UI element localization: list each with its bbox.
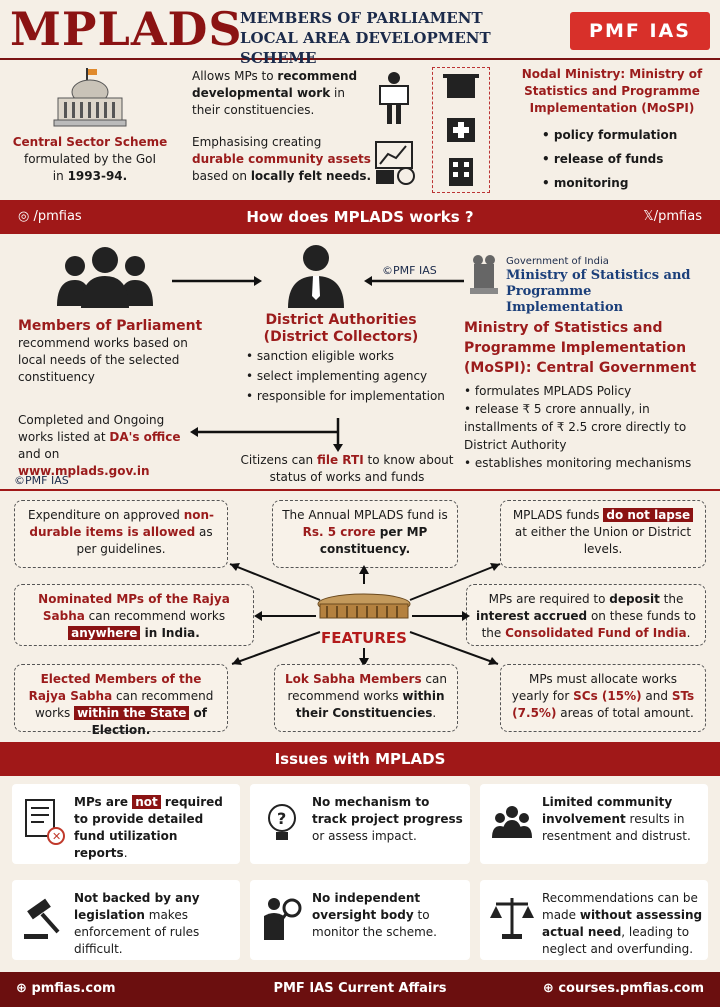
f3-c: at either the Union or District levels. <box>514 525 692 556</box>
i3-a: Limited community involvement <box>542 795 673 826</box>
svg-text:?: ? <box>277 809 287 828</box>
assets-icons-box <box>432 67 490 193</box>
ministry-item: • release ₹ 5 crore annually, in installments of ₹ 2.5 crore directly to District Authority <box>464 400 710 454</box>
rti-c: to know about status of works and funds <box>269 453 454 484</box>
header <box>0 0 720 67</box>
f2-b: Rs. 5 crore <box>302 525 376 539</box>
community-icon <box>490 798 534 846</box>
issue-card <box>480 784 708 864</box>
allows-b: recommend developmental work <box>192 69 358 100</box>
completed-works <box>18 412 193 480</box>
f1-b: non-durable items is allowed <box>29 508 214 539</box>
mp-desc: recommend works based on local needs of the selected constituency <box>18 336 188 384</box>
parliament-icon <box>50 68 130 130</box>
f3-a: MPLADS funds <box>512 508 604 522</box>
x-handle-text: /pmfias <box>653 209 702 224</box>
issue-card <box>250 880 470 960</box>
svg-text:✕: ✕ <box>52 830 62 843</box>
ministry-item: • formulates MPLADS Policy <box>464 382 710 400</box>
i6-a: Recommendations can be made <box>542 891 698 922</box>
i2-a: No mechanism to track project progress <box>312 795 463 826</box>
da-title: District Authorities <box>265 312 417 328</box>
emph-c: based on <box>192 169 251 183</box>
emblem-icon <box>466 250 502 300</box>
group-people-icon <box>55 246 155 308</box>
mplads-website-link[interactable]: www.mplads.gov.in <box>18 464 150 478</box>
emphasising-text <box>192 134 372 185</box>
how-works-bar <box>0 200 720 234</box>
i6-b: without assessing actual need <box>542 908 703 939</box>
i6-c: , leading to neglect and overfunding. <box>542 925 694 956</box>
watermark-2: ©PMF IAS <box>14 474 69 487</box>
issues-title: Issues with MPLADS <box>274 750 446 768</box>
f4-c: anywhere <box>68 626 140 640</box>
f5-f: Consolidated Fund of India <box>505 626 687 640</box>
da-item: • select implementing agency <box>246 366 446 386</box>
features-arrows <box>0 560 720 670</box>
f8-b: SCs (15%) <box>573 689 642 703</box>
completed-b: DA's office <box>109 430 181 444</box>
f8-d: STs (7.5%) <box>512 689 695 720</box>
i1-c: required to provide detailed fund utilization <box>74 795 223 843</box>
official-icon <box>286 242 346 308</box>
central-scheme-title: Central Sector Scheme <box>12 135 168 149</box>
f3-b: do not lapse <box>603 508 693 522</box>
f1-c: as per guidelines. <box>76 525 213 556</box>
f5-c: the <box>659 592 684 606</box>
f8-c: and <box>641 689 672 703</box>
instagram-handle-text: /pmfias <box>33 209 82 224</box>
magnifier-person-icon <box>260 894 304 942</box>
feature-card <box>500 500 706 568</box>
issue-card: ✕ MPs are not required to provide detailed fund utilization reports. <box>12 784 240 864</box>
f4-b: can recommend works <box>84 609 226 623</box>
f5-e: on these funds to the <box>481 609 697 640</box>
allows-a: Allows MPs to <box>192 69 278 83</box>
feature-card <box>14 500 228 568</box>
da-item: • responsible for implementation <box>246 386 446 406</box>
i1-a: MPs are <box>74 795 133 809</box>
i4-a: Not backed by any legislation <box>74 891 200 922</box>
instagram-icon: ◎ <box>18 209 30 224</box>
features-label: FEATURES <box>321 629 407 647</box>
document-cross-icon <box>22 798 66 846</box>
f6-a: Elected Members of the Rajya Sabha <box>28 672 202 703</box>
lightbulb-question-icon <box>260 798 304 846</box>
ministry-block <box>464 318 710 472</box>
i5-b: to monitor the scheme. <box>312 908 437 939</box>
feature-card <box>14 664 228 737</box>
f4-d: in India. <box>140 626 200 640</box>
f2-c: per MP constituency. <box>319 525 428 556</box>
f5-a: MPs are required to <box>488 592 610 606</box>
nodal-item: • release of funds <box>542 147 712 171</box>
rti-a: Citizens can <box>240 453 317 467</box>
emph-a: Emphasising creating <box>192 135 322 149</box>
logo-title: MPLADS <box>10 2 243 56</box>
feature-card: MPs are required to deposit the interest accrued on these funds to the Consolidated Fund of India. <box>466 584 706 646</box>
chart-calculator-icon <box>374 140 418 186</box>
gov-ministry-name: Ministry of Statistics and Programme Implementation <box>506 268 691 315</box>
scheme-title: MEMBERS OF PARLIAMENT LOCAL AREA DEVELOPMENT SCHEME <box>240 9 491 67</box>
da-subtitle: (District Collectors) <box>263 329 419 345</box>
da-block <box>236 312 446 406</box>
f4-a: Nominated MPs of the Rajya Sabha <box>38 592 230 623</box>
i3-b: results in resentment and distrust. <box>542 812 691 843</box>
central-formulated: formulated by the GoI <box>23 152 156 166</box>
brand-logo: PMF IAS <box>570 12 710 50</box>
i1-d: reports <box>74 846 124 860</box>
nodal-item: • policy formulation <box>542 123 712 147</box>
f6-d: of Election. <box>91 706 208 737</box>
mp-block <box>18 318 203 386</box>
rti-b: file RTI <box>316 453 364 467</box>
f5-b: deposit <box>609 592 660 606</box>
f7-c: within their Constituencies <box>295 689 445 720</box>
issue-card <box>12 880 240 960</box>
gov-small: Government of India <box>506 256 609 267</box>
f1-a: Expenditure on approved <box>27 508 184 522</box>
central-in: in <box>52 169 68 183</box>
i4-b: makes enforcement of rules difficult. <box>74 908 200 956</box>
f6-c: within the State <box>74 706 189 720</box>
central-scheme-text <box>10 134 170 185</box>
arrow-to-completed <box>188 418 348 452</box>
f6-b: can recommend works <box>34 689 214 720</box>
da-item: • sanction eligible works <box>246 346 446 366</box>
allows-c: in their constituencies. <box>192 86 345 117</box>
f5-d: interest accrued <box>475 609 588 623</box>
central-year: 1993-94. <box>67 169 128 183</box>
globe-icon: ⊕ <box>16 981 27 996</box>
footer-website: pmfias.com <box>31 981 116 996</box>
gavel-icon <box>22 894 66 942</box>
nodal-item: • monitoring <box>542 171 712 195</box>
completed-c: and on <box>18 447 60 461</box>
emph-b: durable community assets <box>192 152 371 166</box>
f7-a: Lok Sabha Members <box>285 672 422 686</box>
footer-center: PMF IAS Current Affairs <box>273 981 447 996</box>
ministry-title: Ministry of Statistics and Programme Implementation (MoSPI): Central Government <box>464 320 697 376</box>
f8-e: areas of total amount. <box>556 706 694 720</box>
issues-bar <box>0 742 720 776</box>
watermark: ©PMF IAS <box>382 264 437 277</box>
footer-courses-link[interactable] <box>543 981 704 996</box>
allows-text <box>192 68 367 119</box>
nodal-title: Nodal Ministry: Ministry of Statistics and Programme Implementation (MoSPI) <box>521 67 703 115</box>
i5-a: No independent oversight body <box>312 891 421 922</box>
footer-courses: courses.pmfias.com <box>558 981 704 996</box>
scales-icon <box>490 894 534 942</box>
issue-card <box>480 880 708 960</box>
how-works-title: How does MPLADS works ? <box>246 208 474 226</box>
x-icon: 𝕏 <box>643 209 654 224</box>
emph-d: locally felt needs. <box>250 169 372 183</box>
person-board-icon <box>376 70 412 128</box>
globe-icon: ⊕ <box>542 981 554 996</box>
feature-card <box>500 664 706 732</box>
f7-b: can recommend works <box>287 672 447 703</box>
nodal-ministry <box>512 66 712 195</box>
i1-b: not <box>132 795 161 809</box>
mp-title: Members of Parliament <box>18 318 203 334</box>
rti-text <box>232 452 462 486</box>
feature-card <box>272 500 458 568</box>
arrow-mp-to-da <box>172 275 262 285</box>
footer <box>0 972 720 1007</box>
ministry-item: • establishes monitoring mechanisms <box>464 454 710 472</box>
completed-a: Completed and Ongoing works listed at <box>18 413 165 444</box>
issue-card <box>250 784 470 864</box>
f2-a: The Annual MPLADS fund is <box>282 508 448 522</box>
feature-card: Lok Sabha Members can recommend works within their Constituencies. <box>274 664 458 732</box>
i2-b: or assess impact. <box>312 829 417 843</box>
x-handle <box>643 209 702 224</box>
features-divider <box>0 489 720 491</box>
f8-a: MPs must allocate works yearly for <box>511 672 678 703</box>
